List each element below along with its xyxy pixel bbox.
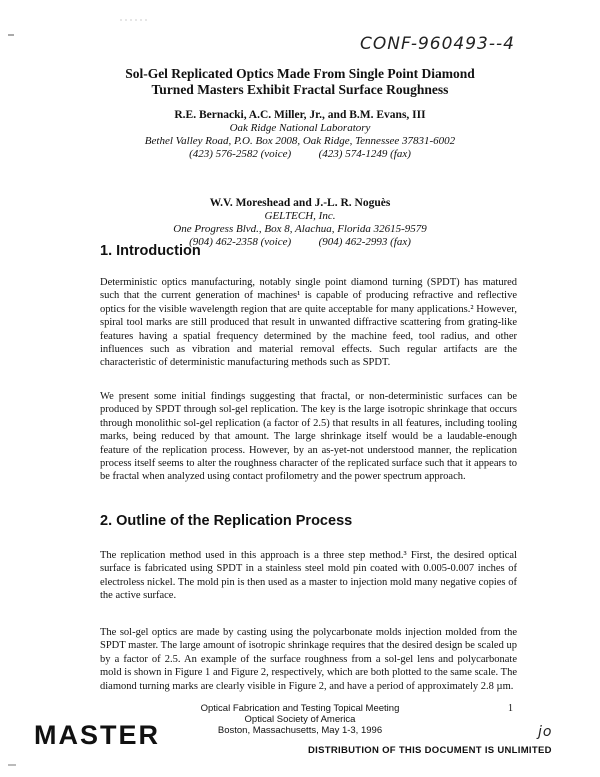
paragraph: We present some initial findings suggesting that fractal, or non-deterministic surfaces can be produced by SPDT through sol-gel replication. The key is the large isotropic shrinkage that occurs through monolithic sol-gel replication (a factor of 2.5) that results in all features, including tooling marks, being reduced by that amount. The large shrinkage itself would be a laudable-enough feature of the replication process. However, by an as-yet-not understood manner, the replication process itself seems to alter the roughness character of the replicated surface such that it appears to be fractal when analyzed using contact profilometry and the power spectrum approach. (100, 391, 517, 483)
footer-line: Boston, Massachusetts, May 1-3, 1996 (217, 725, 383, 736)
author-phone: (904) 462-2358 (voice) (904) 462-2993 (fax) (189, 236, 411, 248)
author-names: R.E. Bernacki, A.C. Miller, Jr., and B.M. Evans, III (174, 109, 426, 121)
distribution-stamp: DISTRIBUTION OF THIS DOCUMENT IS UNLIMITED (308, 745, 552, 756)
author-address: One Progress Blvd., Box 8, Alachua, Florida 32615-9579 (173, 223, 427, 235)
handwritten-initials: jo (538, 724, 553, 740)
paragraph: The replication method used in this approach is a three step method.³ First, the desired optical surface is fabricated using SPDT in a stainless steel mold pin coated with 0.005-0.007 inches of electroless nickel. The mold pin is then used as a master to injection mold many negative copies of the active surface. (100, 550, 517, 602)
title-line-2: Turned Masters Exhibit Fractal Surface Roughness (151, 82, 449, 97)
author-organization: GELTECH, Inc. (264, 210, 336, 222)
paragraph: Deterministic optics manufacturing, notably single point diamond turning (SPDT) has matured such that the current generation of machines¹ is capable of producing refractive and reflective optics for the visible wavelength region that are quite acceptable for many applications.² However, spiral tool marks are still produced that result in unwanted diffractive scattering from grating-like features having a spatial frequency determined by the machine feed, tool radius, and other influences such as vibration and material removal effects. Such regular artifacts are the characteristic of deterministic manufacturing methods such as SPDT. (100, 277, 517, 369)
conf-number-handwritten: CONF-960493--4 (360, 34, 515, 54)
paragraph: The sol-gel optics are made by casting using the polycarbonate molds injection molded from the SPDT master. The large amount of isotropic shrinkage requires that the desired design be scaled up by a factor of 2.5. An example of the surface roughness from a sol-gel lens and polycarbonate mold is shown in Figure 1 and Figure 2, respectively, which are both plotted to the same scale. The diamond turning marks are clearly visible in Figure 2, and have a period of approximately 2.8 µm. (100, 627, 517, 692)
section-heading-replication-process: 2. Outline of the Replication Process (100, 513, 353, 529)
section-heading-introduction: 1. Introduction (100, 243, 201, 259)
page-number: 1 (508, 703, 513, 714)
author-organization: Oak Ridge National Laboratory (229, 122, 371, 134)
author-phone: (423) 576-2582 (voice) (423) 574-1249 (fax) (189, 148, 411, 160)
author-address: Bethel Valley Road, P.O. Box 2008, Oak Ridge, Tennessee 37831-6002 (144, 135, 456, 147)
footer-line: Optical Society of America (244, 714, 356, 725)
master-stamp: MASTER (34, 720, 160, 750)
title-line-1: Sol-Gel Replicated Optics Made From Single Point Diamond (125, 66, 475, 81)
author-names: W.V. Moreshead and J.-L. R. Noguès (209, 197, 391, 209)
footer-line: Optical Fabrication and Testing Topical Meeting (200, 703, 400, 714)
